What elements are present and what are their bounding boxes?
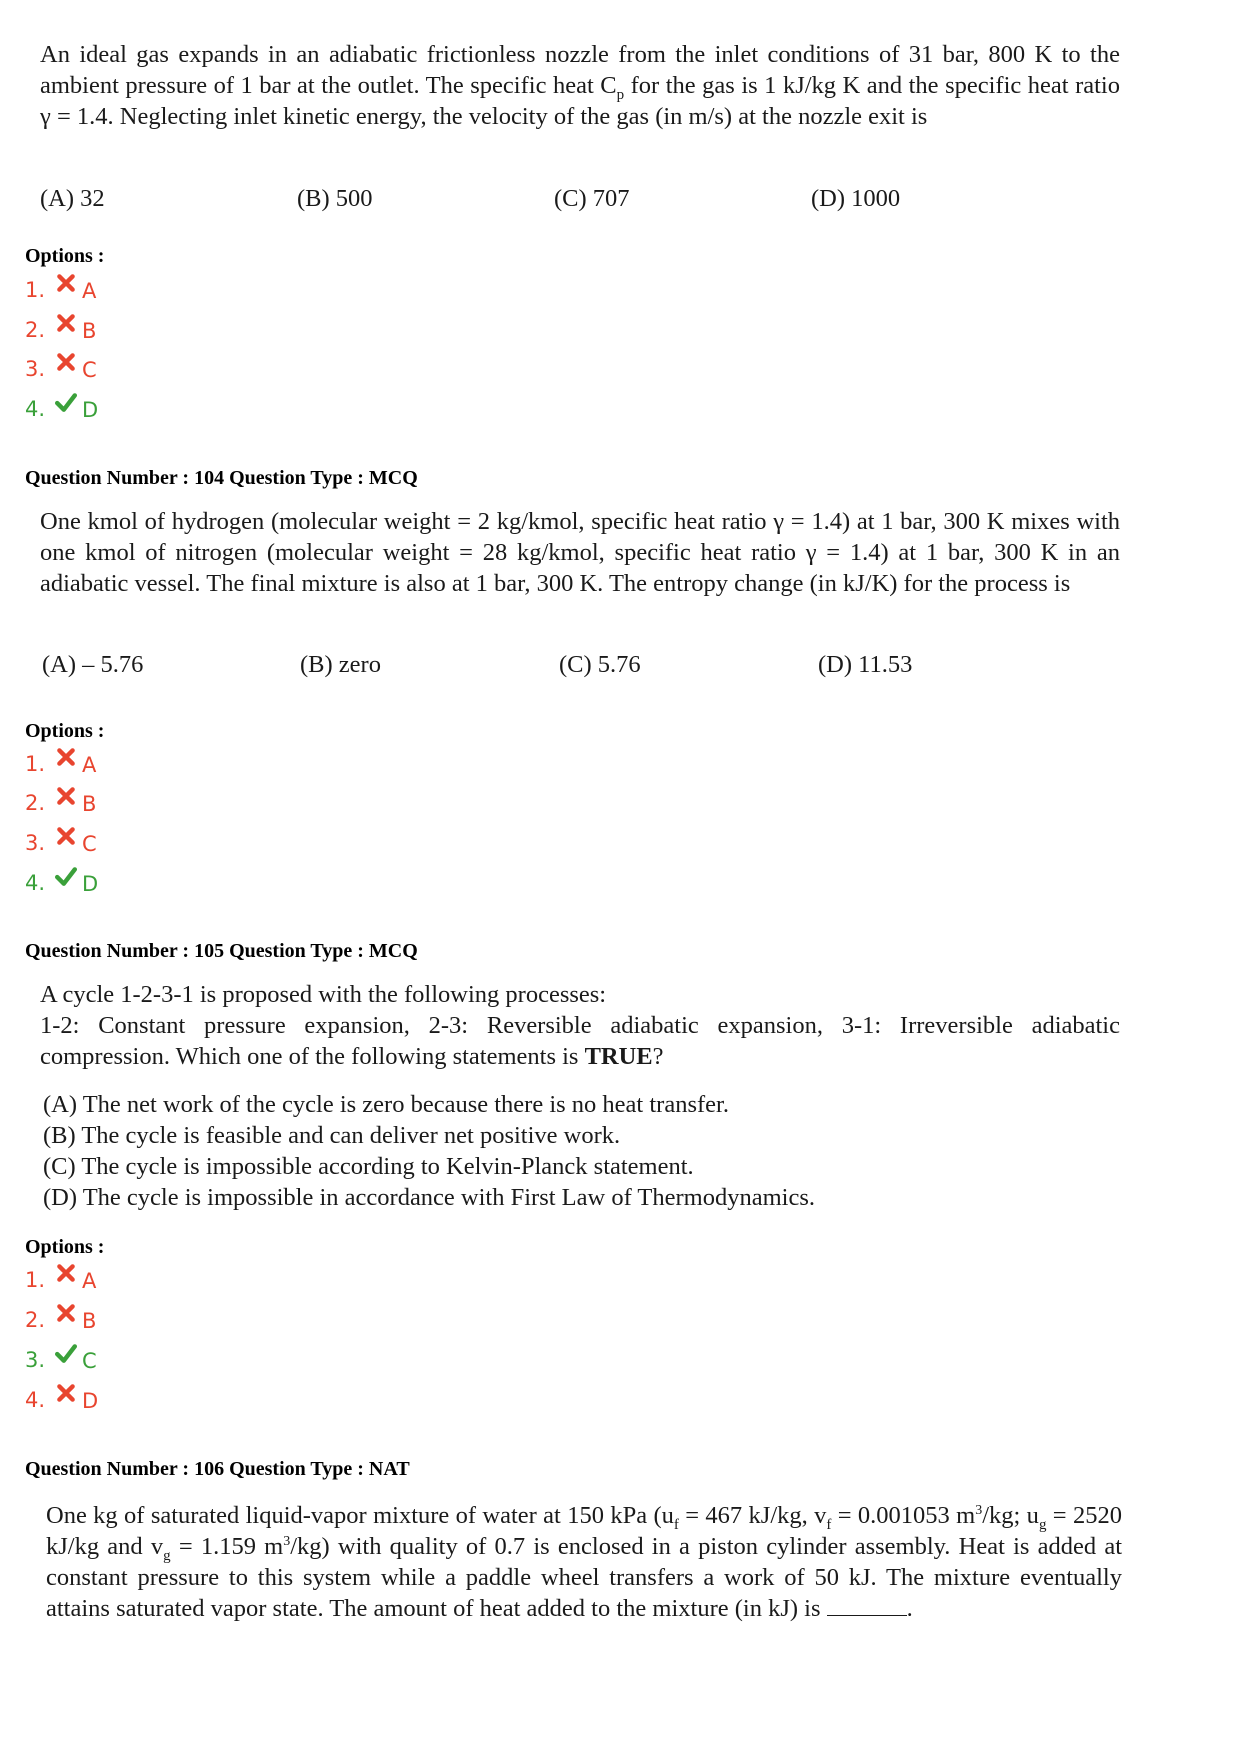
options-label: Options : — [25, 720, 105, 742]
wrong-cross-icon — [55, 312, 77, 334]
wrong-cross-icon — [55, 1382, 77, 1404]
options-label: Options : — [25, 1236, 105, 1258]
choice-c: (C) The cycle is impossible according to Kelvin-Planck statement. — [43, 1153, 694, 1180]
wrong-cross-icon — [55, 351, 77, 373]
wrong-cross-icon — [55, 1302, 77, 1324]
options-label: Options : — [25, 245, 105, 267]
wrong-cross-icon — [55, 272, 77, 294]
question-106-header: Question Number : 106 Question Type : NAT — [25, 1458, 410, 1480]
wrong-cross-icon — [55, 746, 77, 768]
choice-b: (B) zero — [300, 651, 381, 678]
choice-a: (A) The net work of the cycle is zero because there is no heat transfer. — [43, 1091, 729, 1118]
choice-b: (B) The cycle is feasible and can deliver net positive work. — [43, 1122, 621, 1149]
wrong-cross-icon — [55, 825, 77, 847]
choice-c: (C) 5.76 — [559, 651, 641, 678]
choice-c: (C) 707 — [554, 185, 630, 212]
question-105-header: Question Number : 105 Question Type : MCQ — [25, 940, 418, 962]
question-103-choices — [40, 185, 1100, 217]
choice-a: (A) 32 — [40, 185, 105, 212]
question-104-choices — [40, 651, 1100, 683]
question-104-header: Question Number : 104 Question Type : MCQ — [25, 467, 418, 489]
question-105-choices — [43, 1089, 815, 1213]
correct-check-icon — [55, 865, 77, 887]
question-105-stem: A cycle 1-2-3-1 is proposed with the following processes: 1-2: Constant pressure expansion, 2-3: Reversible adiabatic expansion, 3-1: Irreversible adiabatic compression. Which one of the following statements is TRUE? — [40, 981, 1120, 1070]
choice-b: (B) 500 — [297, 185, 373, 212]
choice-d: (D) 11.53 — [818, 651, 913, 678]
question-104-stem: One kmol of hydrogen (molecular weight = 2 kg/kmol, specific heat ratio γ = 1.4) at 1 bar, 300 K mixes with one kmol of nitrogen (molecular weight = 28 kg/kmol, specific heat ratio γ = 1.4) at 1 bar, 300 K in an adiabatic vessel. The final mixture is also at 1 bar, 300 K. The entropy change (in kJ/K) for the process is — [40, 508, 1120, 597]
wrong-cross-icon — [55, 1262, 77, 1284]
correct-check-icon — [55, 1342, 77, 1364]
correct-check-icon — [55, 391, 77, 413]
answer-blank — [827, 1615, 907, 1616]
question-103-stem: An ideal gas expands in an adiabatic frictionless nozzle from the inlet conditions of 31 bar, 800 K to the ambient pressure of 1 bar at the outlet. The specific heat $C_p$ for the gas is 1 kJ/kg K and the specific heat ratio γ = 1.4. Neglecting inlet kinetic energy, the velocity of the gas (in m/s) at the nozzle exit is — [40, 41, 1120, 130]
question-106-stem: One kg of saturated liquid-vapor mixture of water at 150 kPa ($u_f = 467$ kJ/kg, $v_f = 0.001053$ $m^3/kg$; $u_g = 2520$ kJ/kg and $v_g = 1.159$ $m^3/kg$) with quality of 0.7 is enclosed in a piston cylinder assembly. Heat is added at constant pressure to this system while a paddle wheel transfers a work of 50 kJ. The mixture eventually attains saturated vapor state. The amount of heat added to the mixture (in kJ) is . — [46, 1502, 1122, 1622]
choice-a: (A) – 5.76 — [42, 651, 144, 678]
wrong-cross-icon — [55, 785, 77, 807]
choice-d: (D) The cycle is impossible in accordance with First Law of Thermodynamics. — [43, 1184, 816, 1211]
choice-d: (D) 1000 — [811, 185, 901, 212]
